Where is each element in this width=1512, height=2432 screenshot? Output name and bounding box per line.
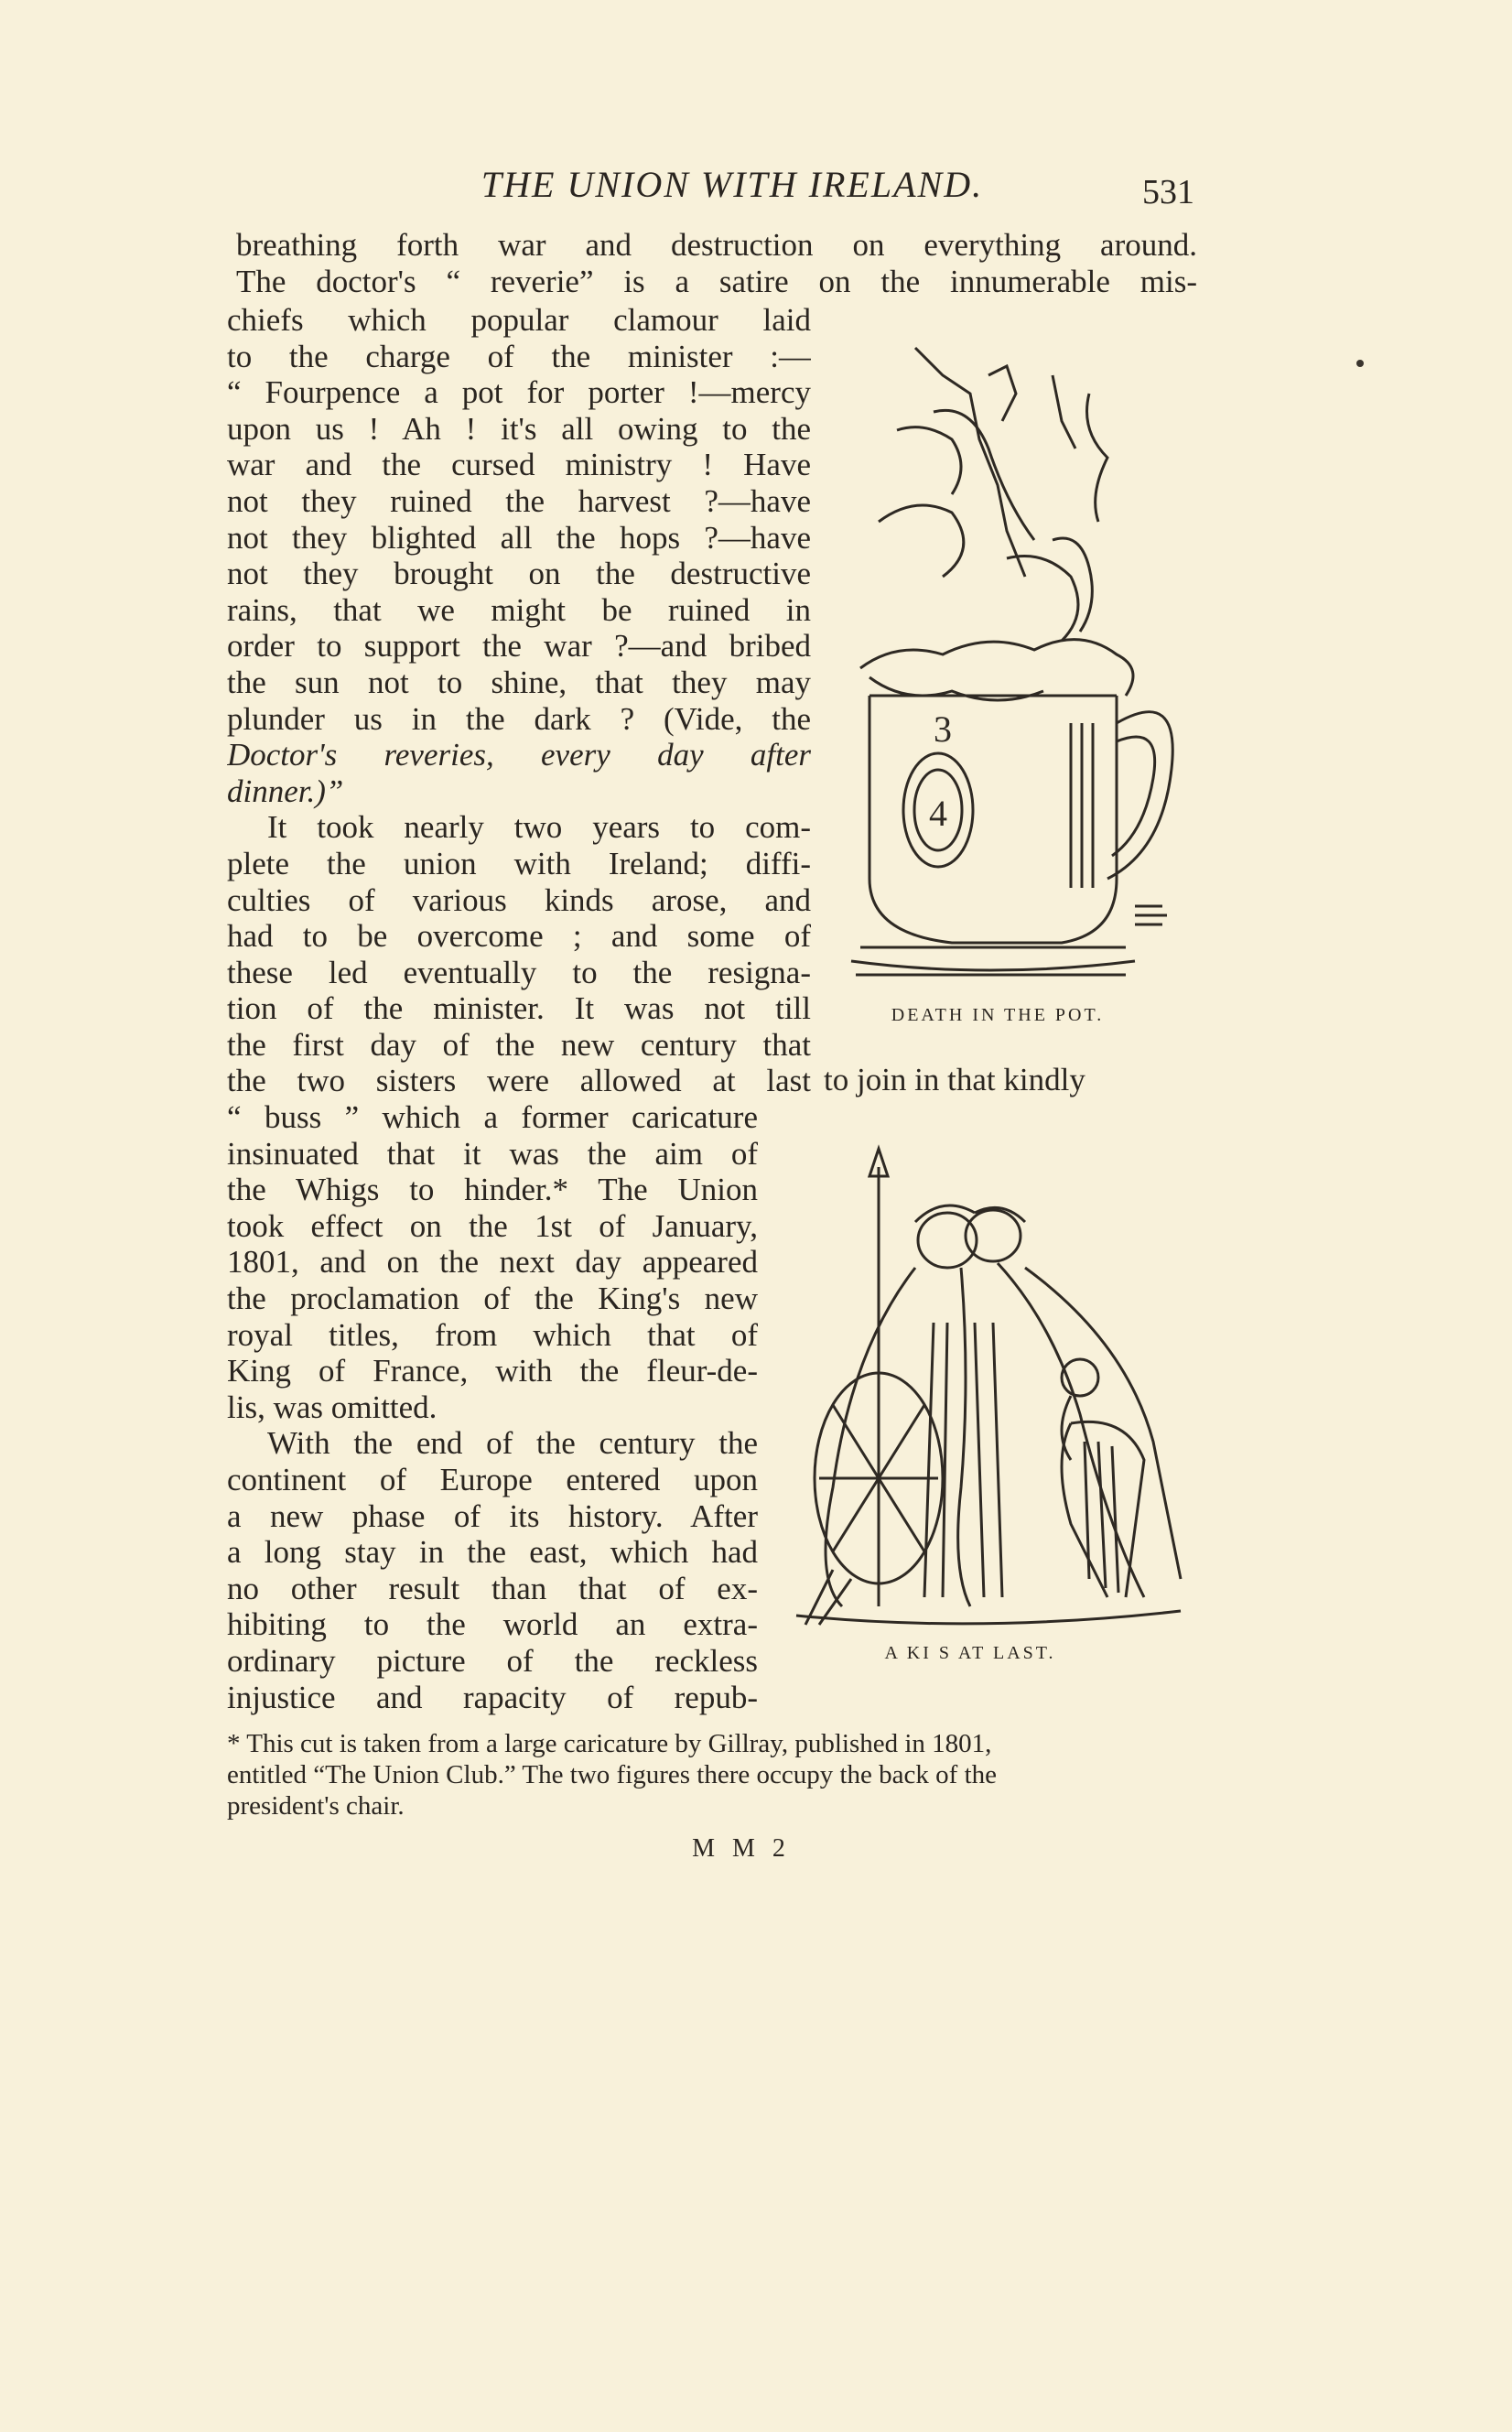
body-line: plunder us in the dark ? (Vide, the [227, 700, 811, 737]
body-line: not they brought on the destructive [227, 556, 811, 592]
body-line: With the end of the century the [267, 1425, 758, 1462]
body-line: plete the union with Ireland; diffi- [227, 845, 811, 881]
body-line: “ buss ” which a former caricature [227, 1099, 758, 1135]
figure-caption-pot: DEATH IN THE POT. [891, 1005, 1105, 1025]
body-line: rains, that we might be ruined in [227, 591, 811, 628]
body-line: upon us ! Ah ! it's all owing to the [227, 410, 811, 447]
body-line: injustice and rapacity of repub- [227, 1679, 758, 1715]
left-column-upper [227, 302, 811, 1099]
body-line: to the charge of the minister :— [227, 338, 811, 374]
body-line: the sun not to shine, that they may [227, 664, 811, 700]
body-line: 1801, and on the next day appeared [227, 1244, 758, 1281]
body-line: The doctor's “ reverie” is a satire on the innumerable mis- [236, 264, 1197, 299]
body-line: the proclamation of the King's new [227, 1280, 758, 1316]
body-line: “ Fourpence a pot for porter !—mercy [227, 374, 811, 411]
ink-spot [1356, 360, 1364, 367]
body-line: took effect on the 1st of January, [227, 1207, 758, 1244]
body-line: the two sisters were allowed at last [227, 1063, 811, 1099]
two-figures-illustration [778, 1140, 1199, 1634]
body-line: the first day of the new century that [227, 1026, 811, 1063]
body-line: a new phase of its history. After [227, 1497, 758, 1534]
body-line: hibiting to the world an extra- [227, 1606, 758, 1643]
page-number: 531 [1142, 173, 1194, 211]
body-line: these led eventually to the resigna- [227, 954, 811, 990]
running-header: THE UNION WITH IRELAND. [481, 164, 984, 205]
body-line: royal titles, from which that of [227, 1316, 758, 1353]
body-line: the Whigs to hinder.* The Union [227, 1172, 758, 1208]
body-line: not they blighted all the hops ?—have [227, 519, 811, 556]
footnote-line: president's chair. [227, 1791, 405, 1821]
figure-caption-kiss: A KI S AT LAST. [884, 1643, 1056, 1663]
tankard-illustration [842, 339, 1190, 1002]
footnote-line: * This cut is taken from a large caricature by Gillray, published in 1801, [227, 1729, 992, 1758]
body-line: order to support the war ?—and bribed [227, 628, 811, 665]
body-line: not they ruined the harvest ?—have [227, 482, 811, 519]
signature-mark: M M 2 [692, 1834, 791, 1863]
footnote [227, 1728, 1197, 1821]
body-line: war and the cursed ministry ! Have [227, 447, 811, 483]
svg-text:4: 4 [929, 793, 947, 834]
body-line: King of France, with the fleur-de- [227, 1353, 758, 1389]
footnote-line: entitled “The Union Club.” The two figures there occupy the back of the [227, 1760, 997, 1789]
body-line: culties of various kinds arose, and [227, 881, 811, 918]
body-line: tion of the minister. It was not till [227, 990, 811, 1027]
svg-text:3: 3 [934, 708, 952, 750]
body-line: It took nearly two years to com- [267, 809, 811, 846]
body-line: dinner.)” [227, 773, 344, 809]
body-line: no other result than that of ex- [227, 1570, 758, 1606]
body-line-continuation: to join in that kindly [824, 1062, 1085, 1097]
body-line: chiefs which popular clamour laid [227, 302, 811, 338]
body-line: breathing forth war and destruction on everything around. [236, 227, 1197, 263]
body-line: continent of Europe entered upon [227, 1461, 758, 1497]
left-column-lower [227, 1099, 758, 1715]
body-line: lis, was omitted. [227, 1389, 437, 1425]
body-line: Doctor's reveries, every day after [227, 737, 811, 773]
body-line: had to be overcome ; and some of [227, 918, 811, 955]
body-line: a long stay in the east, which had [227, 1534, 758, 1571]
body-line: ordinary picture of the reckless [227, 1642, 758, 1679]
body-line: insinuated that it was the aim of [227, 1135, 758, 1172]
